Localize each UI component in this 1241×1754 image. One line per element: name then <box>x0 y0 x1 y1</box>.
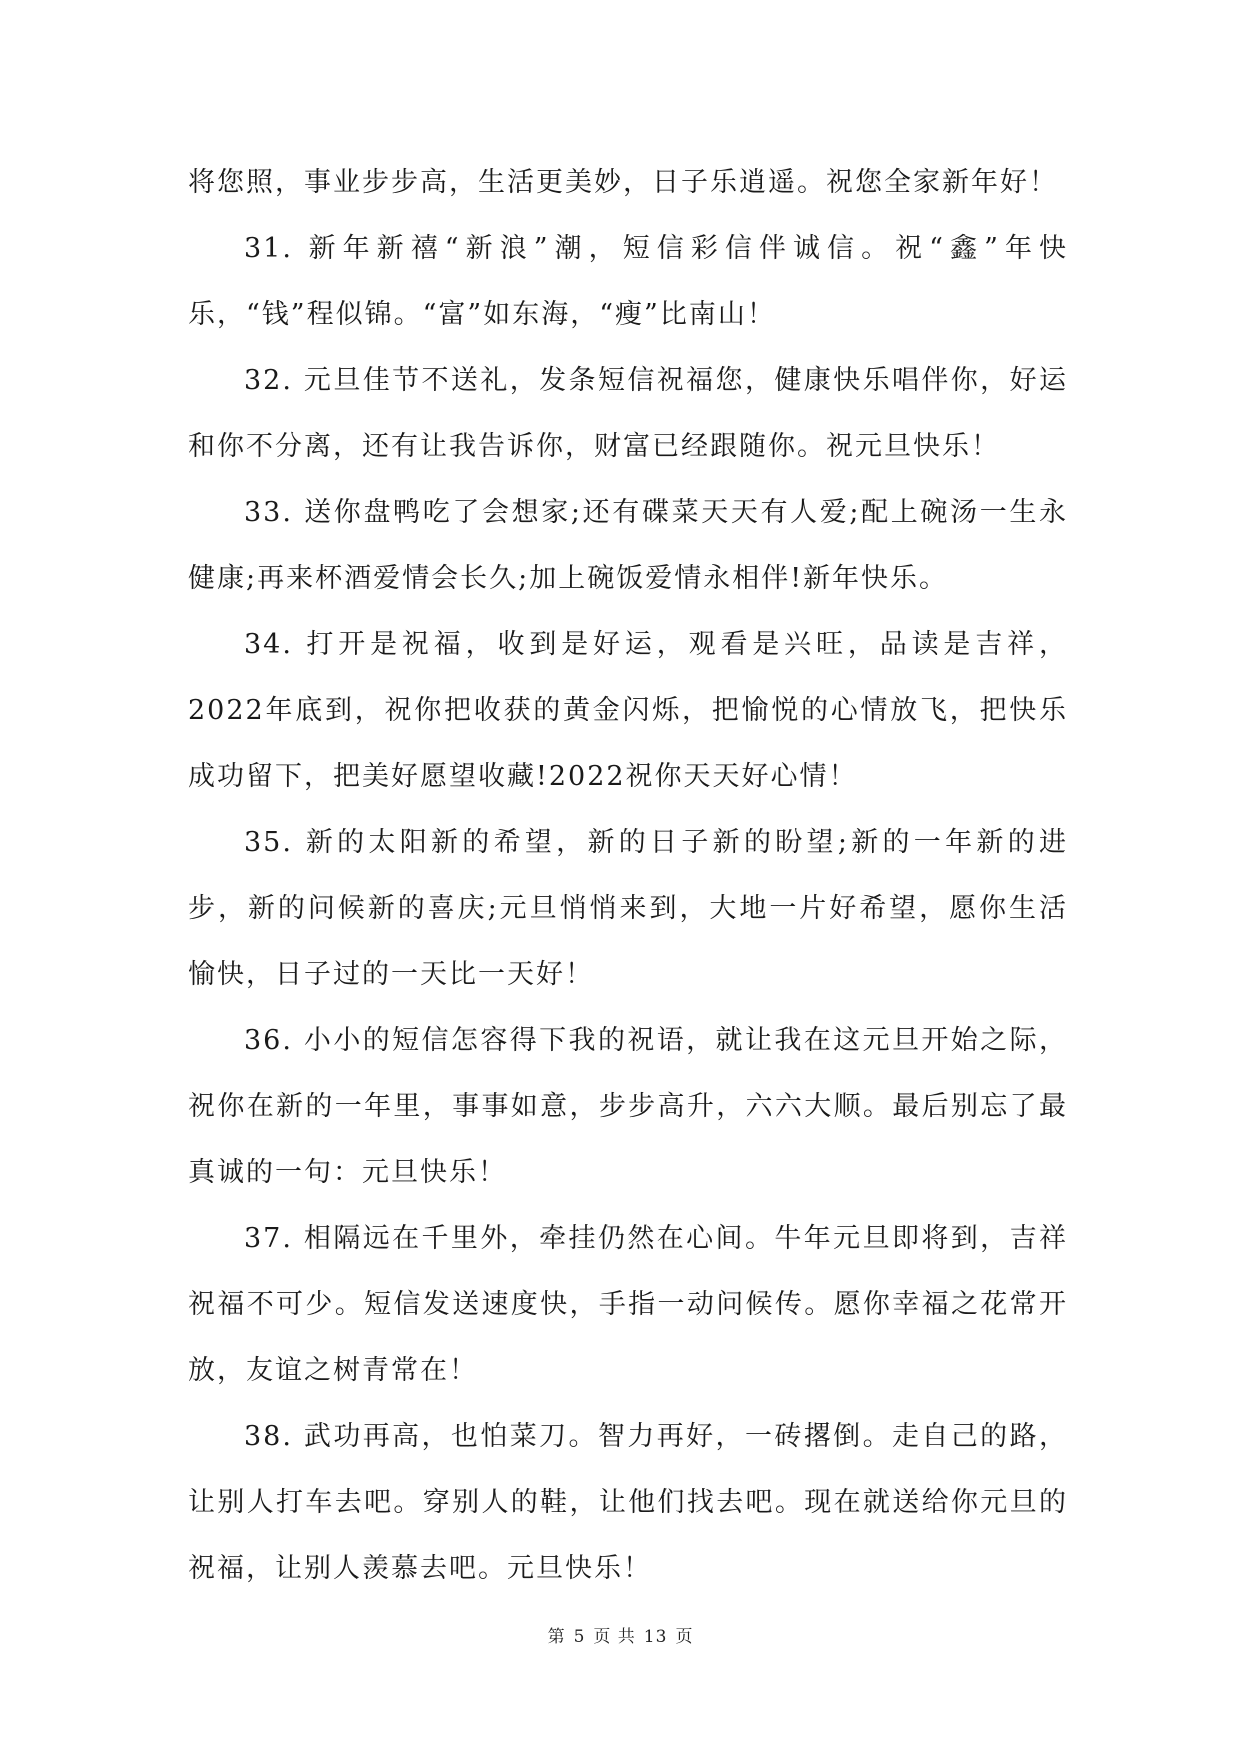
current-page-number: 5 <box>573 1627 586 1647</box>
paragraph: 32. 元旦佳节不送礼，发条短信祝福您，健康快乐唱伴你，好运和你不分离，还有让我告诉你，财富已经跟随你。祝元旦快乐！ <box>188 365 1068 462</box>
paragraph: 35. 新的太阳新的希望，新的日子新的盼望;新的一年新的进步，新的问候新的喜庆;元旦悄悄来到，大地一片好希望，愿你生活愉快，日子过的一天比一天好！ <box>188 827 1068 990</box>
paragraph: 37. 相隔远在千里外，牵挂仍然在心间。牛年元旦即将到，吉祥祝福不可少。短信发送速度快，手指一动问候传。愿你幸福之花常开放，友谊之树青常在！ <box>188 1223 1068 1386</box>
paragraph: 38. 武功再高，也怕菜刀。智力再好，一砖撂倒。走自己的路，让别人打车去吧。穿别人的鞋，让他们找去吧。现在就送给你元旦的祝福，让别人羡慕去吧。元旦快乐！ <box>188 1421 1068 1584</box>
page-footer <box>0 1622 1241 1647</box>
body-text <box>188 150 1068 1602</box>
paragraph: 36. 小小的短信怎容得下我的祝语，就让我在这元旦开始之际，祝你在新的一年里，事事如意，步步高升，六六大顺。最后别忘了最真诚的一句：元旦快乐！ <box>188 1025 1068 1188</box>
paragraph: 31. 新年新禧“新浪”潮，短信彩信伴诚信。祝“鑫”年快乐，“钱”程似锦。“富”如东海，“瘦”比南山！ <box>188 233 1068 330</box>
footer-suffix: 页 <box>675 1627 694 1647</box>
paragraph: 33. 送你盘鸭吃了会想家;还有碟菜天天有人爱;配上碗汤一生永健康;再来杯酒爱情会长久;加上碗饭爱情永相伴!新年快乐。 <box>188 497 1068 594</box>
footer-prefix: 第 <box>547 1627 566 1647</box>
footer-middle: 页 共 <box>593 1627 636 1647</box>
paragraph: 将您照，事业步步高，生活更美妙，日子乐逍遥。祝您全家新年好！ <box>188 167 1058 198</box>
paragraph: 34. 打开是祝福，收到是好运，观看是兴旺，品读是吉祥，2022年底到，祝你把收获的黄金闪烁，把愉悦的心情放飞，把快乐成功留下，把美好愿望收藏!2022祝你天天好心情！ <box>188 629 1068 792</box>
total-pages-number: 13 <box>643 1627 668 1647</box>
